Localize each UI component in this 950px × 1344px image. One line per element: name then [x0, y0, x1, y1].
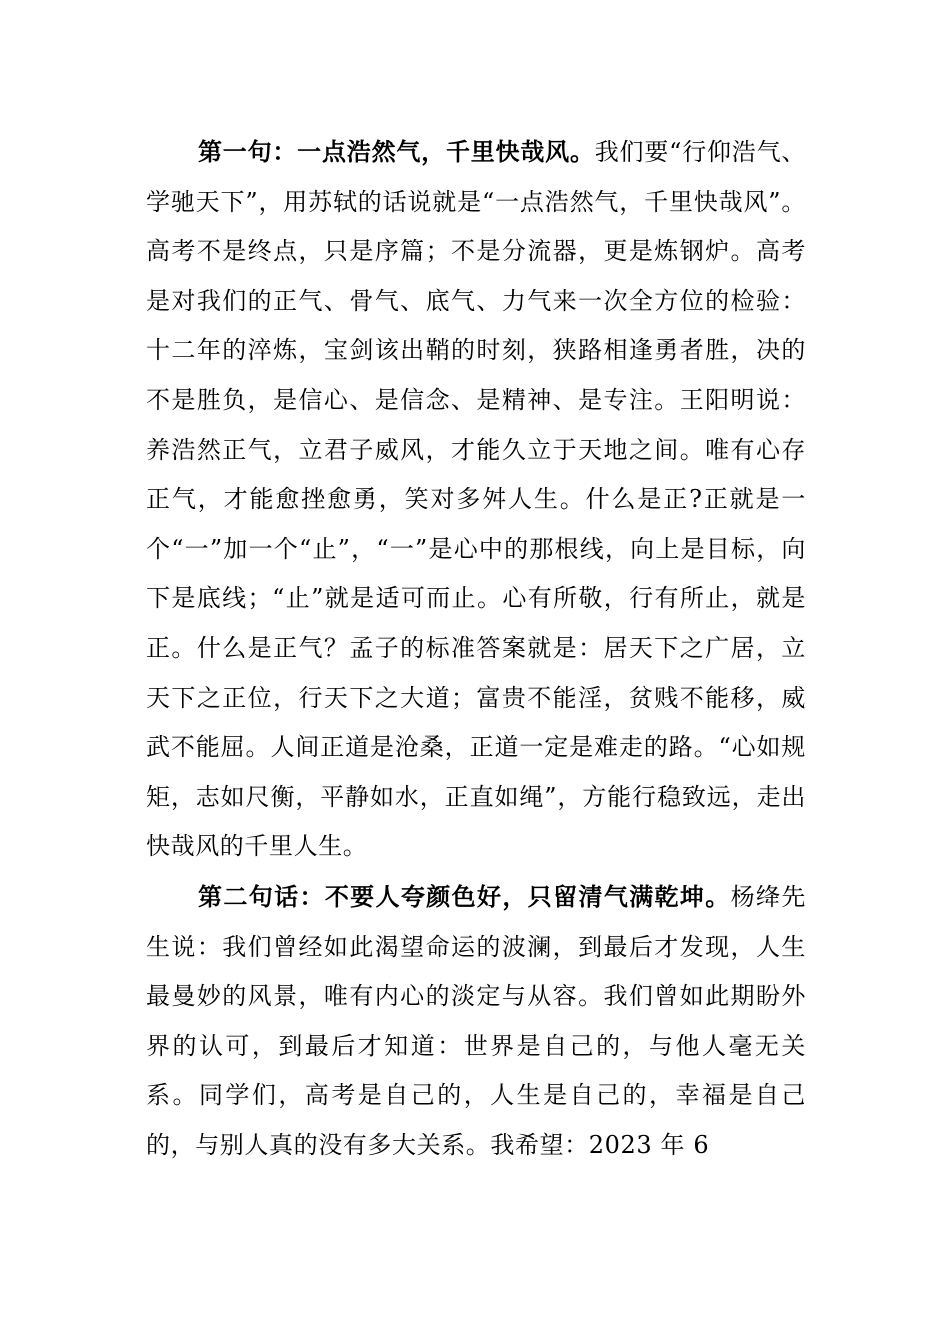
paragraph-2: [146, 872, 806, 1171]
paragraph-1: [146, 127, 806, 872]
paragraph-1-body: 我们要“行仰浩气、学驰天下”，用苏轼的话说就是“一点浩然气，千里快哉风”。高考不是终点，只是序篇；不是分流器，更是炼钢炉。高考是对我们的正气、骨气、底气、力气来一次全方位的检验：十二年的淬炼，宝剑该出鞘的时刻，狭路相逢勇者胜，决的不是胜负，是信心、是信念、是精神、是专注。王阳明说：养浩然正气，立君子威风，才能久立于天地之间。唯有心存正气，才能愈挫愈勇，笑对多舛人生。什么是正?正就是一个“一”加一个“止”，“一”是心中的那根线，向上是目标，向下是底线；“止”就是适可而止。心有所敬，行有所止，就是正。什么是正气？孟子的标准答案就是：居天下之广居，立天下之正位，行天下之大道；富贵不能淫，贫贱不能移，威武不能屈。人间正道是沧桑，正道一定是难走的路。“心如规矩，志如尺衡，平静如水，正直如绳”，方能行稳致远，走出快哉风的千里人生。: [146, 138, 806, 861]
document-page: [146, 127, 806, 1170]
paragraph-2-heading: 第二句话：不要人夸颜色好，只留清气满乾坤。: [198, 881, 731, 911]
paragraph-2-body: 杨绛先生说：我们曾经如此渴望命运的波澜，到最后才发现，人生最曼妙的风景，唯有内心的淡定与从容。我们曾如此期盼外界的认可，到最后才知道：世界是自己的，与他人毫无关系。同学们，高考是自己的，人生是自己的，幸福是自己的，与别人真的没有多大关系。我希望：2023 年 6: [146, 882, 806, 1159]
paragraph-1-heading: 第一句：一点浩然气，千里快哉风。: [198, 137, 595, 166]
